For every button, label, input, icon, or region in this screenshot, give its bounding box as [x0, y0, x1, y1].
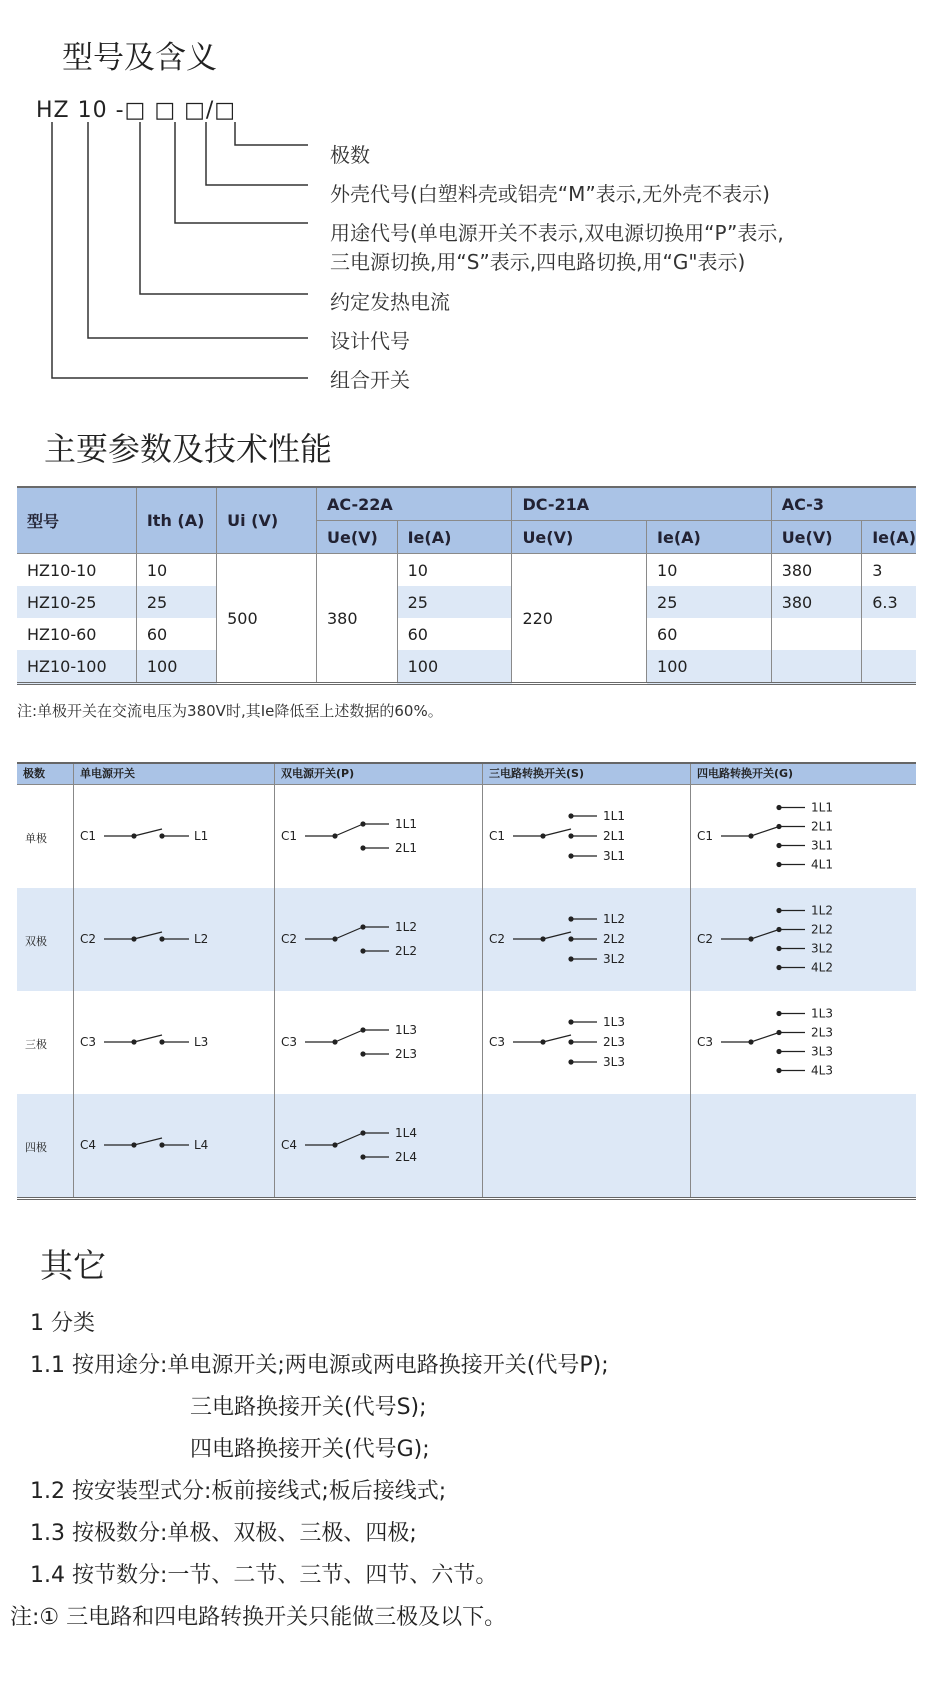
contact-l-label: 1L4 [395, 1126, 417, 1140]
contact-l-label: 3L3 [811, 1044, 833, 1059]
contact-c-label: C4 [80, 1138, 97, 1152]
contact-l-label: 2L2 [811, 922, 833, 937]
contact-l-label: 3L1 [811, 838, 833, 853]
cell-ac22-ie: 60 [397, 618, 512, 650]
wiring-cell-dual-diagram [275, 991, 483, 1094]
cell-ac3-ie [862, 650, 916, 684]
other-line-8: 注:① 三电路和四电路转换开关只能做三极及以下。 [10, 1605, 507, 1630]
meaning-rated-current: 约定发热电流 [330, 290, 450, 314]
wiring-cell-triple [483, 1094, 691, 1197]
contact-l-label: 2L4 [395, 1150, 417, 1164]
single-switch-diagram [74, 785, 275, 888]
wiring-cell-dual [275, 888, 483, 991]
wiring-row [17, 785, 916, 888]
cell-ac3-ie: 6.3 [862, 586, 916, 618]
wiring-cell-triple-diagram [483, 785, 691, 888]
meaning-usage-code: 用途代号(单电源开关不表示,双电源切换用“P”表示, [330, 221, 784, 245]
cell-model: HZ10-10 [17, 554, 136, 587]
cell-ith: 60 [136, 618, 216, 650]
wiring-th-dual: 双电源开关(P) [275, 764, 483, 784]
wire [751, 1033, 779, 1043]
contact-l-label: 1L1 [395, 817, 417, 831]
wiring-cell-quad [691, 991, 916, 1094]
th-ith: Ith (A) [136, 487, 216, 554]
cell-ac22-ie: 25 [397, 586, 512, 618]
params-note: 注:单极开关在交流电压为380V时,其Ie降低至上述数据的60%。 [17, 702, 443, 720]
contact-l-label: 1L3 [603, 1015, 625, 1029]
cell-ac3-ie [862, 618, 916, 650]
other-line-7: 1.4 按节数分:一节、二节、三节、四节、六节。 [30, 1563, 498, 1588]
contact-c-label: C2 [281, 932, 298, 946]
cell-dc21-ue: 220 [512, 554, 647, 684]
contact-l-label: 1L2 [395, 920, 417, 934]
cell-ac22-ie: 10 [397, 554, 512, 587]
th-ac3-ie: Ie(A) [862, 521, 916, 554]
wiring-cell-triple-diagram [483, 991, 691, 1094]
contact-c-label: C2 [697, 932, 714, 946]
wiring-cell-quad-diagram [691, 785, 916, 888]
contact-c-label: C1 [80, 829, 97, 843]
th-ac3: AC-3 [771, 487, 916, 521]
th-dc21-ue: Ue(V) [512, 521, 647, 554]
contact-l-label: 1L1 [811, 800, 833, 815]
th-ui: Ui (V) [217, 487, 317, 554]
wiring-cell-single [74, 991, 275, 1094]
section-title-model: 型号及含义 [62, 40, 217, 76]
wiring-cell-dual-diagram [275, 785, 483, 888]
other-line-5: 1.2 按安装型式分:板前接线式;板后接线式; [30, 1479, 447, 1504]
wiring-cell-single [74, 1094, 275, 1197]
wiring-th-single: 单电源开关 [74, 764, 275, 784]
wiring-cell-triple-diagram [483, 888, 691, 991]
cell-dc21-ie: 60 [647, 618, 772, 650]
wiring-cell-quad-diagram [691, 991, 916, 1094]
wiring-rows [17, 785, 916, 1197]
pole-label: 三极 [25, 1038, 47, 1051]
th-ac22-ie: Ie(A) [397, 521, 512, 554]
contact-l-label: 3L1 [603, 849, 625, 863]
contact-l-label: L2 [194, 932, 209, 946]
other-line-6: 1.3 按极数分:单极、双极、三极、四极; [30, 1521, 417, 1546]
cell-ac22-ie: 100 [397, 650, 512, 684]
contact-c-label: C2 [80, 932, 97, 946]
contact-l-label: 4L1 [811, 857, 833, 872]
wiring-cell-pole [17, 1094, 74, 1197]
th-model: 型号 [17, 487, 136, 554]
contact-l-label: L3 [194, 1035, 209, 1049]
cell-ac3-ue [771, 618, 862, 650]
other-line-4: 四电路换接开关(代号G); [190, 1437, 430, 1462]
wiring-th-poles: 极数 [17, 764, 74, 784]
contact-c-label: C3 [697, 1035, 714, 1049]
contact-l-label: 1L2 [603, 912, 625, 926]
th-ac22-ue: Ue(V) [316, 521, 397, 554]
meaning-design-code: 设计代号 [330, 329, 410, 353]
meaning-combination-switch: 组合开关 [330, 368, 410, 392]
cell-ith: 25 [136, 586, 216, 618]
cell-dc21-ie: 100 [647, 650, 772, 684]
wire [134, 932, 162, 939]
contact-c-label: C1 [697, 829, 714, 843]
contact-l-label: 2L2 [395, 944, 417, 958]
contact-c-label: C3 [489, 1035, 506, 1049]
wiring-cell-triple [483, 888, 691, 991]
wiring-cell-quad [691, 888, 916, 991]
wiring-cell-dual [275, 1094, 483, 1197]
contact-l-label: 1L3 [811, 1006, 833, 1021]
wiring-cell-dual [275, 785, 483, 888]
cell-ac3-ue [771, 650, 862, 684]
th-dc21-ie: Ie(A) [647, 521, 772, 554]
wiring-header [17, 764, 916, 785]
wire [134, 1035, 162, 1042]
contact-l-label: 2L3 [603, 1035, 625, 1049]
contact-l-label: 4L2 [811, 960, 833, 975]
meaning-shell-code: 外壳代号(白塑料壳或铝壳“M”表示,无外壳不表示) [330, 182, 770, 206]
wiring-th-quad: 四电路转换开关(G) [697, 767, 794, 780]
wiring-cell-pole [17, 991, 74, 1094]
contact-l-label: 3L2 [811, 941, 833, 956]
cell-ac3-ue: 380 [771, 554, 862, 587]
contact-l-label: 1L2 [811, 903, 833, 918]
contact-c-label: C3 [80, 1035, 97, 1049]
cell-model: HZ10-100 [17, 650, 136, 684]
contact-l-label: 1L3 [395, 1023, 417, 1037]
wiring-cell-single [74, 785, 275, 888]
wiring-cell-quad [691, 1094, 916, 1197]
wiring-cell-pole [17, 888, 74, 991]
wire [134, 829, 162, 836]
contact-l-label: 2L3 [395, 1047, 417, 1061]
contact-l-label: L4 [194, 1138, 209, 1152]
contact-c-label: C2 [489, 932, 506, 946]
section-title-params: 主要参数及技术性能 [44, 430, 333, 468]
other-line-3: 三电路换接开关(代号S); [190, 1395, 427, 1420]
contact-c-label: C1 [281, 829, 298, 843]
wire [335, 1030, 363, 1042]
wiring-cell-triple [483, 785, 691, 888]
contact-l-label: 2L3 [811, 1025, 833, 1040]
contact-l-label: 1L1 [603, 809, 625, 823]
wire [543, 932, 571, 939]
wiring-cell-dual [275, 991, 483, 1094]
wire [335, 824, 363, 836]
cell-dc21-ie: 25 [647, 586, 772, 618]
wire [751, 827, 779, 837]
wiring-cell-quad [691, 785, 916, 888]
contact-c-label: C1 [489, 829, 506, 843]
contact-l-label: 2L1 [811, 819, 833, 834]
wiring-row [17, 1094, 916, 1197]
cell-model: HZ10-25 [17, 586, 136, 618]
model-code: HZ 10 -□ □ □/□ [36, 98, 237, 123]
wiring-cell-triple [483, 991, 691, 1094]
wiring-cell-pole [17, 785, 74, 888]
wire [751, 930, 779, 940]
other-line-1: 1 分类 [30, 1311, 95, 1336]
section-title-other: 其它 [40, 1246, 106, 1285]
wiring-row [17, 888, 916, 991]
contact-c-label: C4 [281, 1138, 298, 1152]
wire [335, 927, 363, 939]
single-switch-diagram [74, 1094, 275, 1197]
th-ac22a: AC-22A [316, 487, 511, 521]
meaning-poles: 极数 [330, 143, 370, 167]
cell-ith: 10 [136, 554, 216, 587]
cell-ith: 100 [136, 650, 216, 684]
cell-ui: 500 [217, 554, 317, 684]
params-table [17, 486, 916, 685]
cell-ac22-ue: 380 [316, 554, 397, 684]
wiring-cell-quad-diagram [691, 888, 916, 991]
wiring-cell-dual-diagram [275, 1094, 483, 1197]
th-ac3-ue: Ue(V) [771, 521, 862, 554]
single-switch-diagram [74, 888, 275, 991]
cell-dc21-ie: 10 [647, 554, 772, 587]
other-line-2: 1.1 按用途分:单电源开关;两电源或两电路换接开关(代号P); [30, 1353, 609, 1378]
wiring-cell-dual-diagram [275, 888, 483, 991]
wiring-row [17, 991, 916, 1094]
wire [134, 1138, 162, 1145]
cell-model: HZ10-60 [17, 618, 136, 650]
contact-l-label: L1 [194, 829, 209, 843]
th-dc21a: DC-21A [512, 487, 771, 521]
meaning-usage-code-cont: 三电源切换,用“S”表示,四电路切换,用“G"表示) [330, 250, 746, 274]
contact-l-label: 2L2 [603, 932, 625, 946]
wire [335, 1133, 363, 1145]
contact-l-label: 3L2 [603, 952, 625, 966]
contact-l-label: 4L3 [811, 1063, 833, 1078]
single-switch-diagram [74, 991, 275, 1094]
pole-label: 四极 [25, 1141, 47, 1154]
contact-l-label: 2L1 [603, 829, 625, 843]
contact-c-label: C3 [281, 1035, 298, 1049]
cell-ac3-ue: 380 [771, 586, 862, 618]
cell-ac3-ie: 3 [872, 560, 883, 580]
wiring-table [17, 762, 916, 1200]
contact-l-label: 2L1 [395, 841, 417, 855]
wiring-cell-single [74, 888, 275, 991]
wire [543, 1035, 571, 1042]
pole-label: 单极 [25, 832, 47, 845]
wiring-th-triple: 三电路转换开关(S) [483, 764, 691, 784]
contact-l-label: 3L3 [603, 1055, 625, 1069]
wire [543, 829, 571, 836]
pole-label: 双极 [25, 935, 47, 948]
